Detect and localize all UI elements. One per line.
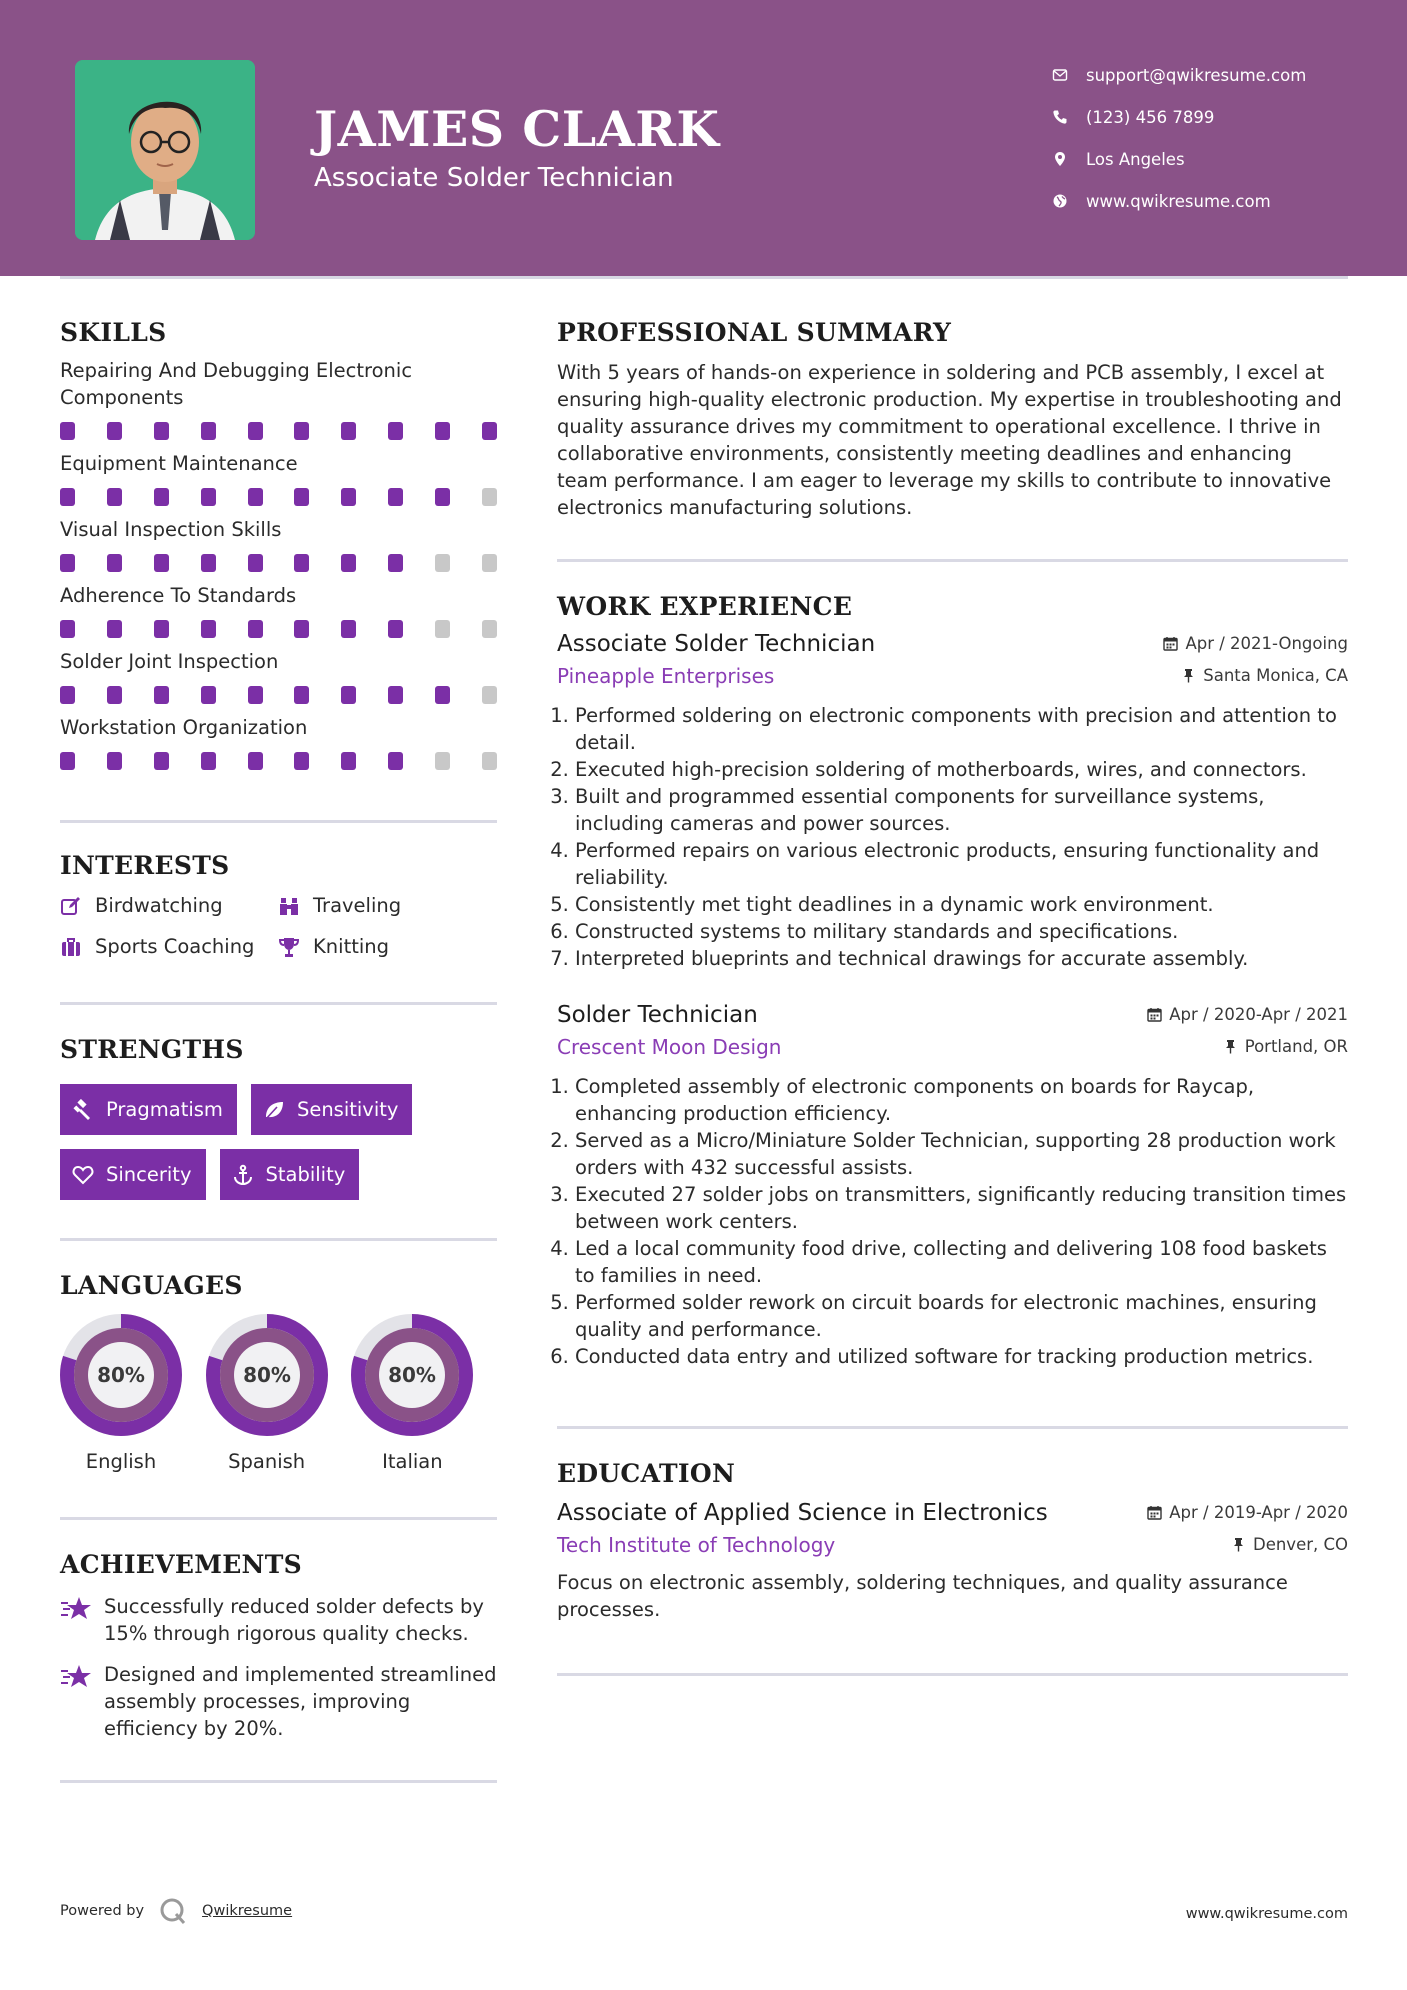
language-item (60, 1314, 206, 1473)
education-location-text: Denver, CO (1252, 1535, 1348, 1554)
education-location (1231, 1535, 1348, 1554)
contact-list (1050, 54, 1380, 222)
interest-item (60, 935, 278, 958)
skills-list (60, 357, 497, 770)
globe-icon (1050, 191, 1070, 211)
skill-rating-dot (201, 554, 216, 572)
skill-name: Adherence To Standards (60, 584, 297, 607)
trophy-icon (278, 936, 300, 958)
skill-rating-dot (201, 686, 216, 704)
language-percent: 80% (97, 1363, 145, 1387)
job-title: Solder Technician (557, 1002, 758, 1028)
skill-rating-dot (60, 686, 75, 704)
achievement-text: Designed and implemented streamlined assembly processes, improving efficiency by 20%. (104, 1663, 497, 1740)
job-date (1163, 634, 1348, 653)
skill-rating (60, 686, 497, 704)
job-bullets (557, 1073, 1348, 1370)
degree-title: Associate of Applied Science in Electronics (557, 1500, 1048, 1526)
job-location-text: Portland, OR (1244, 1037, 1348, 1056)
skill-rating-dot (482, 686, 497, 704)
skill-rating-dot (294, 422, 309, 440)
skill-rating-dot (388, 488, 403, 506)
skill-rating-dot (435, 686, 450, 704)
skill-rating-dot (107, 620, 122, 638)
candidate-name: JAMES CLARK (314, 100, 720, 158)
pushpin-icon (1231, 1537, 1246, 1552)
summary-text: With 5 years of hands-on experience in soldering and PCB assembly, I excel at ensuring high-quality electronic production. My expertise in troubleshooting and quality assurance drives my commitment to operational excellence. I thrive in collaborative environments, consistently meeting deadlines and enhancing team performance. I am eager to leverage my skills to contribute to innovative electronics manufacturing solutions. (557, 361, 1342, 519)
shooting-star-icon (60, 1595, 92, 1623)
skill-rating-dot (388, 752, 403, 770)
skill-rating-dot (294, 752, 309, 770)
skill-name: Workstation Organization (60, 716, 308, 739)
section-divider (557, 559, 1348, 562)
skill-rating-dot (154, 752, 169, 770)
achievement-item (60, 1661, 497, 1742)
interest-label: Sports Coaching (95, 935, 255, 958)
strength-label: Pragmatism (106, 1098, 223, 1121)
strengths-list (60, 1084, 497, 1214)
skill-rating-dot (60, 488, 75, 506)
interest-item (60, 894, 278, 917)
interests-list (60, 894, 497, 958)
skill-rating-dot (341, 620, 356, 638)
edit-icon (60, 895, 82, 917)
job-bullet: 6. Constructed systems to military standards and specifications. (575, 918, 1348, 945)
job-bullet: 2. Executed high-precision soldering of motherboards, wires, and connectors. (575, 756, 1348, 783)
avatar-icon (75, 60, 255, 240)
skill-rating-dot (248, 554, 263, 572)
strength-label: Sincerity (106, 1163, 192, 1186)
skill-rating-dot (482, 422, 497, 440)
skill-rating-dot (154, 422, 169, 440)
qwikresume-logo-icon (158, 1896, 188, 1926)
skill-rating (60, 422, 497, 440)
interest-label: Traveling (313, 894, 402, 917)
job-bullet: 7. Interpreted blueprints and technical drawings for accurate assembly. (575, 945, 1348, 972)
binoculars-icon (278, 895, 300, 917)
gavel-icon (72, 1099, 94, 1121)
skill-rating-dot (201, 422, 216, 440)
skill-rating-dot (201, 488, 216, 506)
education-description: Focus on electronic assembly, soldering techniques, and quality assurance processes. (557, 1571, 1288, 1621)
languages-heading: LANGUAGES (60, 1271, 243, 1300)
skill-rating-dot (107, 752, 122, 770)
skill-rating-dot (154, 620, 169, 638)
skills-heading: SKILLS (60, 318, 167, 347)
language-name: Italian (382, 1450, 443, 1473)
contact-location (1050, 138, 1380, 180)
skill-rating-dot (107, 686, 122, 704)
language-name: English (85, 1450, 157, 1473)
job-date-text: Apr / 2020-Apr / 2021 (1169, 1005, 1348, 1024)
contact-phone-text: (123) 456 7899 (1086, 107, 1215, 127)
skill-rating-dot (201, 752, 216, 770)
skill-rating-dot (294, 554, 309, 572)
contact-email[interactable] (1050, 54, 1380, 96)
skill-rating (60, 554, 497, 572)
interest-item (278, 935, 478, 958)
envelope-icon (1050, 65, 1070, 85)
phone-icon (1050, 107, 1070, 127)
summary-heading: PROFESSIONAL SUMMARY (557, 318, 952, 347)
skill-rating-dot (154, 488, 169, 506)
section-divider (60, 1517, 497, 1520)
skill-rating-dot (60, 422, 75, 440)
interest-item (278, 894, 478, 917)
skill-name: Equipment Maintenance (60, 452, 298, 475)
calendar-icon (1163, 636, 1178, 651)
job-bullet: 2. Served as a Micro/Miniature Solder Technician, supporting 28 production work orders with 432 successful assists. (575, 1127, 1348, 1181)
left-column (60, 318, 497, 1783)
skill-rating-dot (294, 488, 309, 506)
skill-rating-dot (388, 620, 403, 638)
company-name: Pineapple Enterprises (557, 664, 775, 688)
language-progress-ring (60, 1314, 182, 1436)
section-divider (557, 1426, 1348, 1429)
job-bullet: 1. Performed soldering on electronic components with precision and attention to detail. (575, 702, 1348, 756)
interest-label: Birdwatching (95, 894, 223, 917)
job-list (557, 631, 1348, 1370)
strength-chip (220, 1149, 360, 1200)
job-bullets (557, 702, 1348, 972)
skill-rating-dot (60, 554, 75, 572)
strength-label: Stability (265, 1163, 346, 1186)
calendar-icon (1147, 1505, 1162, 1520)
profile-photo (75, 60, 255, 240)
skill-rating-dot (248, 488, 263, 506)
job-bullet: 3. Executed 27 solder jobs on transmitters, significantly reducing transition times between work centers. (575, 1181, 1348, 1235)
footer-website-link[interactable]: www.qwikresume.com (1185, 1906, 1348, 1922)
job-date-text: Apr / 2021-Ongoing (1185, 634, 1348, 653)
language-item (206, 1314, 352, 1473)
job-location (1223, 1037, 1348, 1056)
skill-rating-dot (294, 620, 309, 638)
contact-location-text: Los Angeles (1086, 149, 1185, 169)
skill-rating-dot (482, 554, 497, 572)
company-name: Crescent Moon Design (557, 1035, 782, 1059)
achievement-text: Successfully reduced solder defects by 15% through rigorous quality checks. (104, 1595, 484, 1645)
skill-rating-dot (435, 752, 450, 770)
powered-by-text: Powered by (60, 1903, 145, 1919)
footer-powered-by (60, 1896, 292, 1926)
skill-rating-dot (248, 752, 263, 770)
right-column (557, 318, 1348, 1676)
strength-chip (60, 1149, 206, 1200)
skill-rating-dot (341, 752, 356, 770)
skill-rating-dot (482, 620, 497, 638)
job-location (1181, 666, 1348, 685)
language-progress-ring (351, 1314, 473, 1436)
contact-website-text: www.qwikresume.com (1086, 191, 1271, 211)
skill-rating-dot (107, 488, 122, 506)
skill-name: Solder Joint Inspection (60, 650, 279, 673)
skill-rating-dot (60, 752, 75, 770)
language-progress-ring (206, 1314, 328, 1436)
job-bullet: 5. Consistently met tight deadlines in a dynamic work environment. (575, 891, 1348, 918)
skill-rating-dot (388, 686, 403, 704)
contact-phone[interactable] (1050, 96, 1380, 138)
education-date (1147, 1503, 1348, 1522)
education-heading: EDUCATION (557, 1459, 736, 1488)
skill-rating-dot (107, 422, 122, 440)
skill-rating-dot (341, 554, 356, 572)
section-divider (60, 820, 497, 823)
skill-rating-dot (482, 488, 497, 506)
header-divider (60, 276, 1348, 279)
section-divider (60, 1238, 497, 1241)
job-location-text: Santa Monica, CA (1203, 666, 1348, 685)
skill-name: Visual Inspection Skills (60, 518, 282, 541)
skill-rating-dot (388, 422, 403, 440)
job-bullet: 3. Built and programmed essential components for surveillance systems, including cameras and power sources. (575, 783, 1348, 837)
experience-heading: WORK EXPERIENCE (557, 592, 853, 621)
strength-label: Sensitivity (296, 1098, 399, 1121)
pushpin-icon (1181, 668, 1196, 683)
section-divider (60, 1780, 497, 1783)
strength-chip (60, 1084, 237, 1135)
skill-rating-dot (341, 686, 356, 704)
language-percent: 80% (242, 1363, 291, 1387)
skill-rating-dot (201, 620, 216, 638)
skill-rating-dot (341, 422, 356, 440)
interest-label: Knitting (313, 935, 390, 958)
achievement-item (60, 1593, 497, 1647)
leaf-icon (263, 1099, 285, 1121)
language-percent: 80% (388, 1363, 437, 1387)
skill-rating-dot (388, 554, 403, 572)
job-bullet: 1. Completed assembly of electronic components on boards for Raycap, enhancing production efficiency. (575, 1073, 1348, 1127)
job-bullet: 4. Performed repairs on various electronic products, ensuring functionality and reliability. (575, 837, 1348, 891)
job-bullet: 5. Performed solder rework on circuit boards for electronic machines, ensuring quality and performance. (575, 1289, 1348, 1343)
heart-icon (72, 1164, 94, 1186)
skill-rating-dot (435, 554, 450, 572)
language-item (351, 1314, 497, 1473)
contact-email-text: support@qwikresume.com (1086, 65, 1307, 85)
languages-list (60, 1314, 497, 1473)
briefcase-icon (60, 936, 82, 958)
skill-rating-dot (107, 554, 122, 572)
qwikresume-link[interactable]: Qwikresume (202, 1903, 293, 1919)
pushpin-icon (1223, 1039, 1238, 1054)
anchor-icon (232, 1164, 254, 1186)
skill-rating-dot (60, 620, 75, 638)
job-bullet: 6. Conducted data entry and utilized software for tracking production metrics. (575, 1343, 1348, 1370)
skill-name: Repairing And Debugging Electronic Components (60, 359, 413, 409)
job-entry (557, 1002, 1348, 1370)
skill-rating (60, 752, 497, 770)
strengths-heading: STRENGTHS (60, 1035, 244, 1064)
achievements-heading: ACHIEVEMENTS (60, 1550, 302, 1579)
skill-rating-dot (154, 686, 169, 704)
skill-rating-dot (294, 686, 309, 704)
resume-header (0, 0, 1407, 276)
education-date-text: Apr / 2019-Apr / 2020 (1169, 1503, 1348, 1522)
skill-rating-dot (435, 488, 450, 506)
skill-rating-dot (154, 554, 169, 572)
skill-rating-dot (341, 488, 356, 506)
shooting-star-icon (60, 1663, 92, 1691)
skill-rating-dot (248, 686, 263, 704)
skill-rating-dot (482, 752, 497, 770)
achievements-list (60, 1593, 497, 1742)
job-entry (557, 631, 1348, 972)
skill-rating-dot (435, 620, 450, 638)
section-divider (60, 1002, 497, 1005)
skill-rating-dot (248, 422, 263, 440)
education-entry (557, 1500, 1348, 1623)
skill-rating-dot (435, 422, 450, 440)
job-bullet: 4. Led a local community food drive, collecting and delivering 108 food baskets to families in need. (575, 1235, 1348, 1289)
job-date (1147, 1005, 1348, 1024)
school-name: Tech Institute of Technology (557, 1533, 836, 1557)
language-name: Spanish (228, 1450, 306, 1473)
contact-website[interactable] (1050, 180, 1380, 222)
strength-chip (251, 1084, 413, 1135)
interests-heading: INTERESTS (60, 851, 230, 880)
skill-rating (60, 620, 497, 638)
map-pin-icon (1050, 149, 1070, 169)
section-divider (557, 1673, 1348, 1676)
candidate-title: Associate Solder Technician (314, 163, 674, 193)
skill-rating-dot (248, 620, 263, 638)
calendar-icon (1147, 1007, 1162, 1022)
skill-rating (60, 488, 497, 506)
job-title: Associate Solder Technician (557, 631, 876, 657)
